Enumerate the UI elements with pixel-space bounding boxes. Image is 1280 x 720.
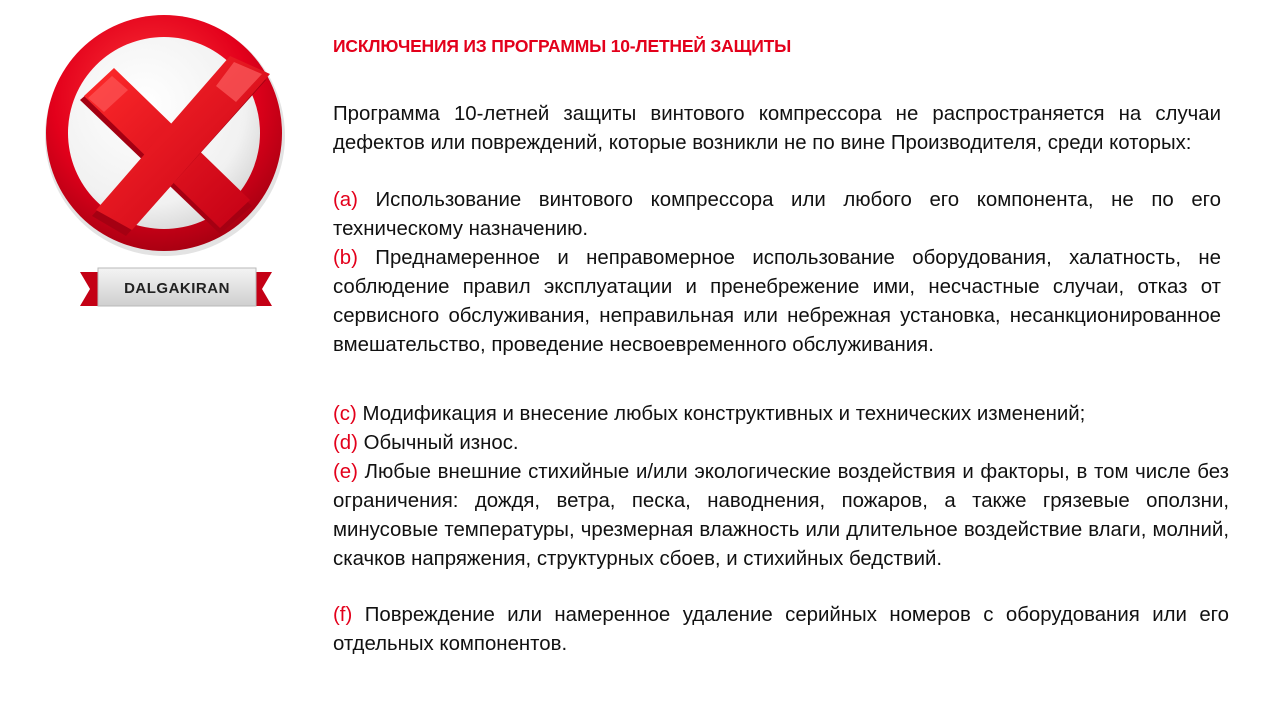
- item-text: Использование винтового компрессора или любого его компонента, не по его техническому назначению.: [333, 189, 1221, 240]
- item-marker: (f): [333, 604, 353, 626]
- red-x-mark-icon: [40, 10, 310, 320]
- item-text: Обычный износ.: [357, 432, 519, 454]
- item-text: Повреждение или намеренное удаление серийных номеров с оборудования или его отдельных компонентов.: [333, 604, 1229, 655]
- exclusion-item-c: [333, 400, 1225, 429]
- exclusion-item-b: [333, 244, 1221, 360]
- item-marker: (b): [333, 247, 358, 269]
- item-text: Любые внешние стихийные и/или экологические воздействия и факторы, в том числе без ограничения: дождя, ветра, песка, наводнения, пожаров, а также грязевые оползни, минусовые температуры, чрезмерная влажность или длительное воздействие влаги, молний, скачков напряжения, структурных сбоев, и стихийных бедствий.: [333, 461, 1229, 570]
- item-text: Преднамеренное и неправомерное использование оборудования, халатность, не соблюдение правил эксплуатации и пренебрежение ими, несчастные случаи, отказ от сервисного обслуживания, неправильная или небрежная установка, несанкционированное вмешательство, проведение несвоевременного обслуживания.: [333, 247, 1221, 356]
- intro-paragraph: Программа 10-летней защиты винтового компрессора не распространяется на случаи дефектов или повреждений, которые возникли не по вине Производителя, среди которых:: [333, 103, 1221, 154]
- item-text: Модификация и внесение любых конструктивных и технических изменений;: [356, 403, 1086, 425]
- dalgakiran-logo: [40, 10, 310, 320]
- item-marker: (e): [333, 461, 358, 483]
- item-marker: (d): [333, 432, 358, 454]
- page-title: ИСКЛЮЧЕНИЯ ИЗ ПРОГРАММЫ 10-ЛЕТНЕЙ ЗАЩИТЫ: [333, 36, 792, 56]
- exclusion-item-f: [333, 601, 1229, 659]
- exclusion-item-d: [333, 429, 1225, 458]
- item-marker: (c): [333, 403, 357, 425]
- exclusion-item-a: [333, 186, 1221, 244]
- brand-name: DALGAKIRAN: [124, 280, 230, 297]
- item-marker: (a): [333, 189, 358, 211]
- exclusion-item-e: [333, 458, 1229, 574]
